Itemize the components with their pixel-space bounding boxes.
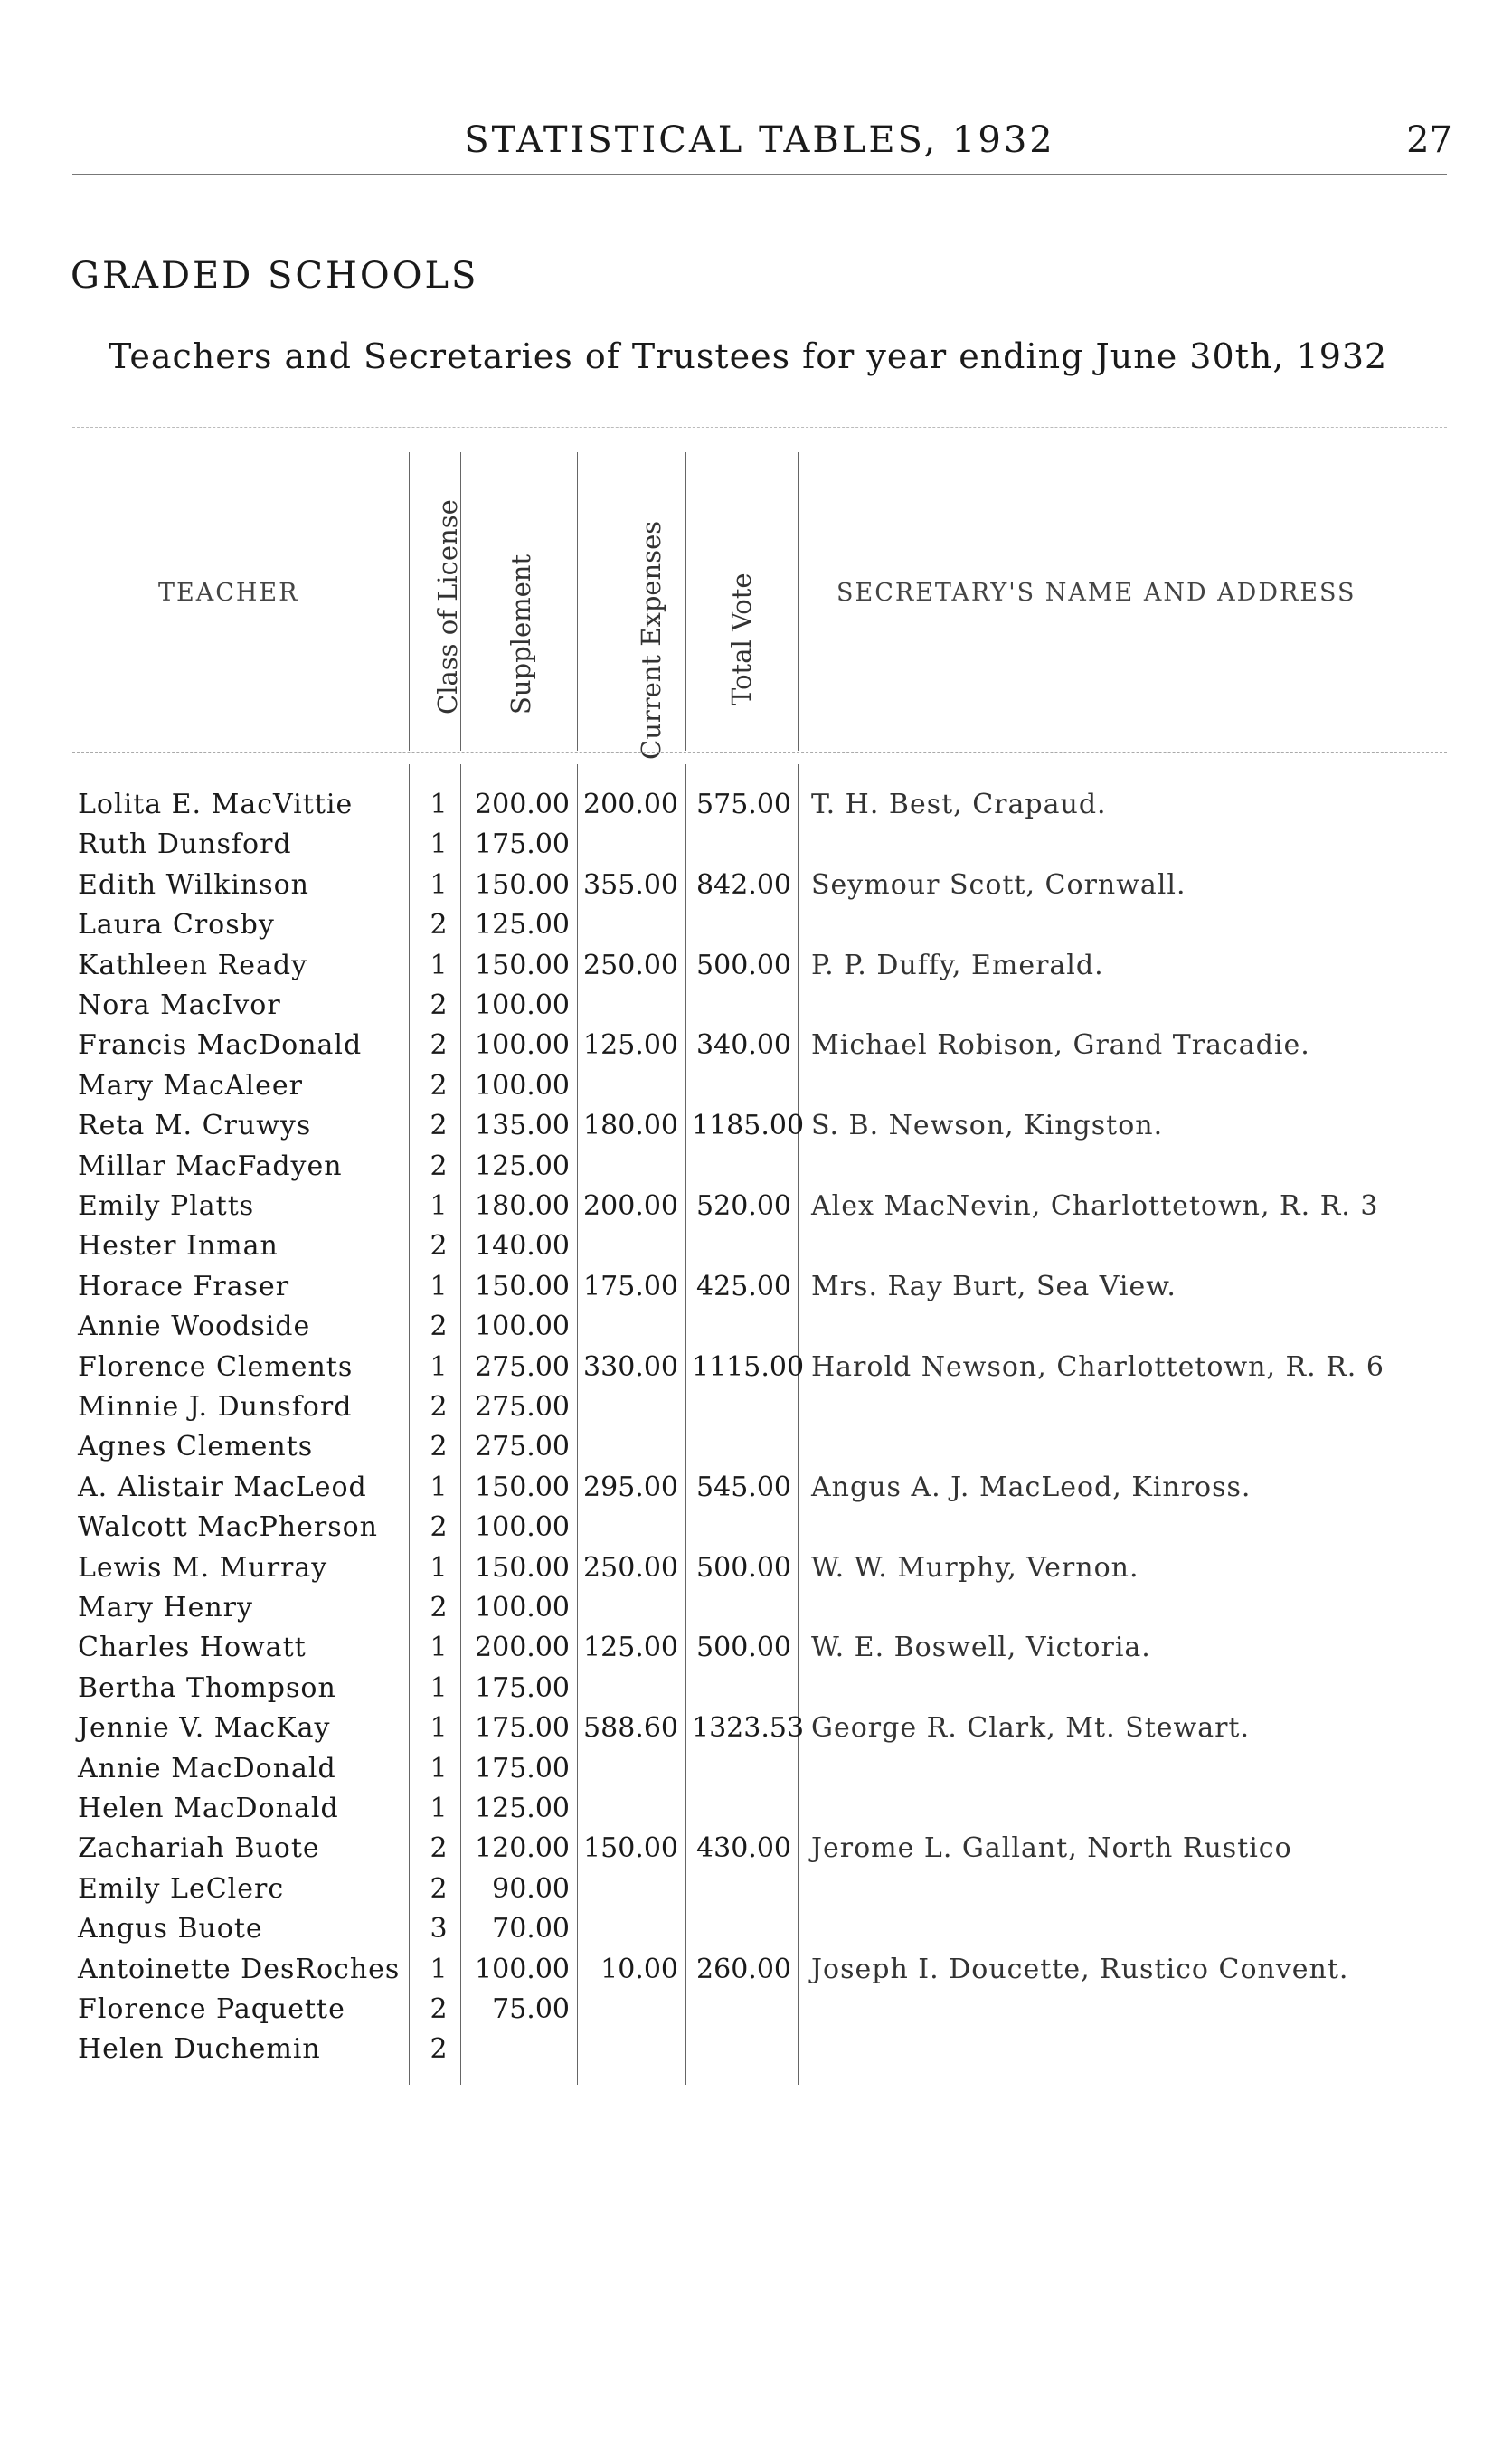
teacher-name: Laura Crosby	[78, 909, 275, 942]
table-row	[0, 869, 1512, 909]
table-row	[0, 950, 1512, 989]
total-vote-value: 842.00	[696, 868, 791, 901]
teacher-name: Minnie J. Dunsford	[78, 1391, 353, 1423]
teacher-name: Mary Henry	[78, 1592, 253, 1623]
current-expenses-value: 150.00	[583, 1832, 678, 1865]
secretary-name-address: Angus A. J. MacLeod, Kinross.	[811, 1471, 1252, 1503]
table-row	[0, 909, 1512, 949]
current-expenses-value: 330.00	[583, 1350, 678, 1383]
column-divider	[798, 452, 799, 751]
running-title: STATISTICAL TABLES, 1932	[464, 119, 1055, 161]
total-vote-value: 520.00	[696, 1190, 791, 1222]
teacher-name: Nora MacIvor	[78, 989, 281, 1021]
secretary-name-address: Mrs. Ray Burt, Sea View.	[811, 1270, 1177, 1302]
supplement-value: 200.00	[475, 789, 570, 820]
teacher-column-header: TEACHER	[158, 579, 299, 607]
table-row	[0, 1110, 1512, 1150]
class-of-license: 2	[430, 1872, 448, 1905]
supplement-header: Supplement	[506, 554, 536, 715]
current-expenses-value: 200.00	[583, 1190, 678, 1222]
supplement-value: 275.00	[475, 1391, 570, 1423]
supplement-value: 180.00	[475, 1190, 570, 1222]
subtitle-rule	[72, 427, 1447, 428]
current-expenses-value: 125.00	[583, 1632, 678, 1664]
secretary-name-address: W. E. Boswell, Victoria.	[811, 1632, 1151, 1664]
current-expenses-value: 200.00	[583, 789, 678, 820]
teacher-name: Antoinette DesRoches	[78, 1953, 401, 1985]
table-row	[0, 1150, 1512, 1190]
teacher-name: Florence Paquette	[78, 1993, 345, 2025]
teacher-name: A. Alistair MacLeod	[78, 1471, 367, 1503]
teacher-name: Charles Howatt	[78, 1632, 307, 1664]
supplement-value: 100.00	[475, 1592, 570, 1623]
table-row	[0, 1431, 1512, 1471]
supplement-value: 150.00	[475, 1471, 570, 1503]
table-row	[0, 1070, 1512, 1110]
teacher-name: Ruth Dunsford	[78, 828, 292, 861]
supplement-value: 175.00	[475, 1671, 570, 1704]
table-row	[0, 1793, 1512, 1832]
supplement-value: 125.00	[475, 1793, 570, 1824]
teacher-name: Millar MacFadyen	[78, 1150, 343, 1182]
table-subtitle: Teachers and Secretaries of Trustees for year ending June 30th, 1932	[109, 336, 1388, 376]
teacher-name: Bertha Thompson	[78, 1671, 336, 1704]
supplement-value: 140.00	[475, 1230, 570, 1263]
secretary-name-address: George R. Clark, Mt. Stewart.	[811, 1712, 1251, 1745]
teacher-name: Mary MacAleer	[78, 1069, 303, 1102]
class-of-license: 2	[430, 1110, 448, 1142]
teacher-name: Florence Clements	[78, 1350, 354, 1383]
current-expenses-value: 250.00	[583, 1551, 678, 1584]
total-vote-value: 500.00	[696, 949, 791, 981]
secretary-column-header: SECRETARY'S NAME AND ADDRESS	[836, 579, 1356, 607]
total-vote-value: 340.00	[696, 1029, 791, 1062]
class-of-license: 2	[430, 1029, 448, 1062]
current-expenses-value: 355.00	[583, 868, 678, 901]
secretary-name-address: Jerome L. Gallant, North Rustico	[811, 1832, 1292, 1865]
total-vote-value: 1323.53	[692, 1712, 805, 1745]
table-row	[0, 1511, 1512, 1551]
table-row	[0, 1592, 1512, 1632]
total-vote-value: 575.00	[696, 789, 791, 820]
class-of-license: 3	[430, 1913, 448, 1945]
class-of-license: 2	[430, 1993, 448, 2025]
current-expenses-value: 10.00	[600, 1953, 678, 1985]
total-vote-value: 500.00	[696, 1551, 791, 1584]
teacher-name: Helen Duchemin	[78, 2033, 321, 2066]
supplement-value: 150.00	[475, 868, 570, 901]
table-row	[0, 1993, 1512, 2033]
supplement-value: 175.00	[475, 828, 570, 861]
header-bottom-rule	[72, 752, 1447, 753]
total-vote-header: Total Vote	[726, 573, 757, 705]
class-of-license: 1	[430, 1752, 448, 1784]
table-row	[0, 828, 1512, 868]
teacher-name: Emily Platts	[78, 1190, 255, 1222]
total-vote-value: 1115.00	[692, 1350, 805, 1383]
teacher-name: Hester Inman	[78, 1230, 279, 1263]
class-of-license: 1	[430, 868, 448, 901]
class-of-license: 2	[430, 989, 448, 1021]
teacher-name: Helen MacDonald	[78, 1793, 339, 1824]
class-of-license: 2	[430, 1069, 448, 1102]
teacher-name: Walcott MacPherson	[78, 1511, 379, 1544]
class-of-license-header: Class of License	[432, 499, 463, 715]
class-of-license: 2	[430, 1592, 448, 1623]
supplement-value: 275.00	[475, 1350, 570, 1383]
class-of-license: 1	[430, 1712, 448, 1745]
class-of-license: 2	[430, 1511, 448, 1544]
supplement-value: 90.00	[492, 1872, 570, 1905]
class-of-license: 2	[430, 1150, 448, 1182]
total-vote-value: 545.00	[696, 1471, 791, 1503]
table-row	[0, 1832, 1512, 1872]
header-rule	[72, 174, 1447, 175]
supplement-value: 200.00	[475, 1632, 570, 1664]
current-expenses-value: 180.00	[583, 1110, 678, 1142]
class-of-license: 2	[430, 1832, 448, 1865]
class-of-license: 1	[430, 828, 448, 861]
section-title: GRADED SCHOOLS	[71, 255, 479, 297]
table-row	[0, 1472, 1512, 1511]
table-row	[0, 1391, 1512, 1431]
secretary-name-address: Alex MacNevin, Charlottetown, R. R. 3	[811, 1190, 1379, 1222]
class-of-license: 1	[430, 1471, 448, 1503]
teacher-name: Francis MacDonald	[78, 1029, 363, 1062]
class-of-license: 2	[430, 909, 448, 942]
supplement-value: 125.00	[475, 909, 570, 942]
class-of-license: 1	[430, 1632, 448, 1664]
supplement-value: 125.00	[475, 1150, 570, 1182]
page-header	[72, 119, 1452, 174]
class-of-license: 1	[430, 1190, 448, 1222]
class-of-license: 1	[430, 789, 448, 820]
secretary-name-address: W. W. Murphy, Vernon.	[811, 1551, 1139, 1584]
class-of-license: 1	[430, 1953, 448, 1985]
secretary-name-address: S. B. Newson, Kingston.	[811, 1110, 1164, 1142]
column-divider	[685, 452, 686, 751]
current-expenses-value: 250.00	[583, 949, 678, 981]
supplement-value: 275.00	[475, 1431, 570, 1463]
supplement-value: 100.00	[475, 1511, 570, 1544]
class-of-license: 1	[430, 1793, 448, 1824]
supplement-value: 120.00	[475, 1832, 570, 1865]
table-row	[0, 1230, 1512, 1270]
secretary-name-address: Harold Newson, Charlottetown, R. R. 6	[811, 1350, 1384, 1383]
supplement-value: 100.00	[475, 1311, 570, 1343]
table-row	[0, 1712, 1512, 1752]
column-divider	[460, 452, 461, 751]
secretary-name-address: Seymour Scott, Cornwall.	[811, 868, 1186, 901]
supplement-value: 100.00	[475, 1069, 570, 1102]
teacher-name: Agnes Clements	[78, 1431, 314, 1463]
teacher-name: Annie MacDonald	[78, 1752, 336, 1784]
current-expenses-value: 175.00	[583, 1270, 678, 1302]
supplement-value: 100.00	[475, 1953, 570, 1985]
secretary-name-address: T. H. Best, Crapaud.	[811, 789, 1107, 820]
table-row	[0, 1632, 1512, 1671]
table-row	[0, 1552, 1512, 1592]
table-row	[0, 989, 1512, 1029]
total-vote-value: 425.00	[696, 1270, 791, 1302]
class-of-license: 2	[430, 1391, 448, 1423]
table-row	[0, 1271, 1512, 1311]
class-of-license: 2	[430, 1431, 448, 1463]
teacher-name: Lewis M. Murray	[78, 1551, 328, 1584]
teacher-name: Emily LeClerc	[78, 1872, 285, 1905]
total-vote-value: 500.00	[696, 1632, 791, 1664]
table-row	[0, 1190, 1512, 1230]
supplement-value: 150.00	[475, 1551, 570, 1584]
class-of-license: 2	[430, 1311, 448, 1343]
teacher-name: Edith Wilkinson	[78, 868, 309, 901]
teacher-name: Lolita E. MacVittie	[78, 789, 354, 820]
table-row	[0, 1311, 1512, 1350]
secretary-name-address: Joseph I. Doucette, Rustico Convent.	[811, 1953, 1349, 1985]
supplement-value: 175.00	[475, 1712, 570, 1745]
current-expenses-value: 588.60	[583, 1712, 678, 1745]
column-divider	[409, 452, 410, 751]
supplement-value: 175.00	[475, 1752, 570, 1784]
total-vote-value: 1185.00	[692, 1110, 805, 1142]
teacher-name: Angus Buote	[78, 1913, 263, 1945]
page-number: 27	[1406, 119, 1452, 161]
supplement-value: 150.00	[475, 1270, 570, 1302]
secretary-name-address: Michael Robison, Grand Tracadie.	[811, 1029, 1310, 1062]
supplement-value: 100.00	[475, 1029, 570, 1062]
table-row	[0, 1753, 1512, 1793]
supplement-value: 150.00	[475, 949, 570, 981]
teacher-name: Kathleen Ready	[78, 949, 308, 981]
current-expenses-value: 125.00	[583, 1029, 678, 1062]
class-of-license: 1	[430, 949, 448, 981]
class-of-license: 1	[430, 1671, 448, 1704]
table-row	[0, 1029, 1512, 1069]
table-row	[0, 1954, 1512, 1993]
supplement-value: 100.00	[475, 989, 570, 1021]
teacher-name: Jennie V. MacKay	[78, 1712, 331, 1745]
supplement-value: 75.00	[492, 1993, 570, 2025]
table-row	[0, 789, 1512, 828]
table-row	[0, 1873, 1512, 1913]
teacher-name: Reta M. Cruwys	[78, 1110, 312, 1142]
supplement-value: 70.00	[492, 1913, 570, 1945]
table-row	[0, 2033, 1512, 2073]
supplement-value: 135.00	[475, 1110, 570, 1142]
secretary-name-address: P. P. Duffy, Emerald.	[811, 949, 1104, 981]
class-of-license: 1	[430, 1551, 448, 1584]
teacher-name: Horace Fraser	[78, 1270, 290, 1302]
total-vote-value: 430.00	[696, 1832, 791, 1865]
teacher-name: Zachariah Buote	[78, 1832, 320, 1865]
class-of-license: 1	[430, 1350, 448, 1383]
teacher-name: Annie Woodside	[78, 1311, 311, 1343]
table-row	[0, 1351, 1512, 1391]
column-divider	[577, 452, 578, 751]
class-of-license: 2	[430, 1230, 448, 1263]
current-expenses-header: Current Expenses	[636, 520, 666, 760]
current-expenses-value: 295.00	[583, 1471, 678, 1503]
table-row	[0, 1672, 1512, 1712]
table-row	[0, 1913, 1512, 1953]
class-of-license: 1	[430, 1270, 448, 1302]
class-of-license: 2	[430, 2033, 448, 2066]
total-vote-value: 260.00	[696, 1953, 791, 1985]
